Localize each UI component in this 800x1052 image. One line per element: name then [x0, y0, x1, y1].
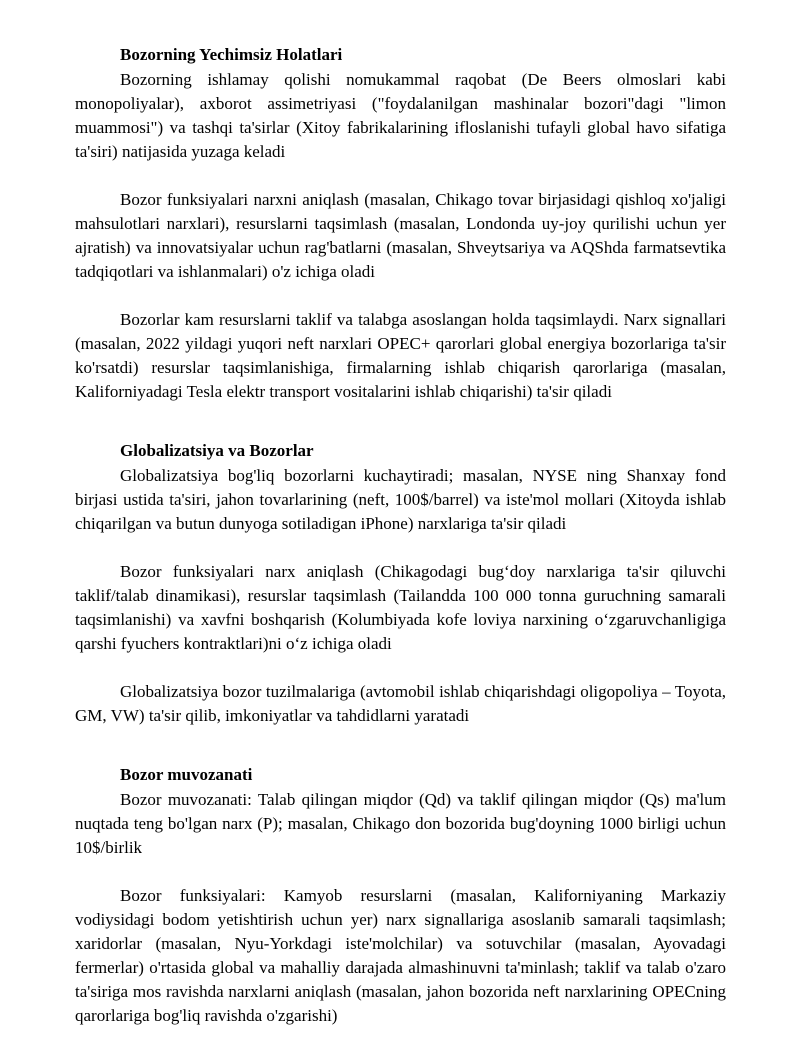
paragraph: Globalizatsiya bozor tuzilmalariga (avtomobil ishlab chiqarishdagi oligopoliya – Toyota, GM, VW) ta'sir qilib, imkoniyatlar va tahdidlarni yaratadi	[75, 682, 726, 725]
paragraph: Bozor funksiyalari: Kamyob resurslarni (masalan, Kaliforniyaning Markaziy vodiysidagi bodom yetishtirish uchun yer) narx signallariga asoslanib samarali taqsimlash; xaridorlar (masalan, Nyu-Yorkdagi iste'molchilar) va sotuvchilar (masalan, Ayovadagi fermerlar) o'rtasida global va mahalliy darajada almashinuvni ta'minlash; taklif va talab o'zaro ta'siriga mos ravishda narxlarni aniqlash (masalan, jahon bozorida neft narxlarining OPECning qarorlariga bog'liq ravishda o'zgarishi)	[75, 886, 726, 1025]
paragraph: Globalizatsiya bog'liq bozorlarni kuchaytiradi; masalan, NYSE ning Shanxay fond birjasi ustida ta'siri, jahon tovarlarining (neft, 100$/barrel) va iste'mol mollari (Xitoyda ishlab chiqarilgan va butun dunyoga sotiladigan iPhone) narxlariga ta'sir qiladi	[75, 466, 726, 533]
section-market-failures	[75, 44, 726, 404]
paragraph: Bozorning ishlamay qolishi nomukammal raqobat (De Beers olmoslari kabi monopoliyalar), axborot assimetriyasi ("foydalanilgan mashinalar bozori"dagi "limon muammosi") va tashqi ta'sirlar (Xitoy fabrikalarining ifloslanishi tufayli global havo sifatiga ta'siri) natijasida yuzaga keladi	[75, 70, 726, 161]
section-heading: Bozorning Yechimsiz Holatlari	[120, 45, 343, 64]
section-spacer	[75, 428, 726, 440]
section-globalization	[75, 440, 726, 728]
document-page	[75, 44, 726, 1052]
paragraph: Bozorlar kam resurslarni taklif va talabga asoslangan holda taqsimlaydi. Narx signallari (masalan, 2022 yildagi yuqori neft narxlari OPEC+ qarorlari global energiya bozorlariga ta'sir ko'rsatdi) resurslar taqsimlanishiga, firmalarning ishlab chiqarish qarorlariga (masalan, Kaliforniyadagi Tesla elektr transport vositalarini ishlab chiqarishi) ta'sir qiladi	[75, 310, 726, 401]
paragraph: Bozor funksiyalari narx aniqlash (Chikagodagi bug‘doy narxlariga ta'sir qiluvchi taklif/talab dinamikasi), resurslar taqsimlash (Tailandda 100 000 tonna guruchning samarali taqsimlanishi) va xavfni boshqarish (Kolumbiyada kofe loviya narxining o‘zgaruvchanligiga qarshi fyuchers kontraktlari)ni o‘z ichiga oladi	[75, 562, 726, 653]
section-heading: Globalizatsiya va Bozorlar	[120, 441, 314, 460]
section-spacer	[75, 752, 726, 764]
section-market-equilibrium	[75, 764, 726, 1028]
section-heading: Bozor muvozanati	[120, 765, 253, 784]
paragraph: Bozor funksiyalari narxni aniqlash (masalan, Chikago tovar birjasidagi qishloq xo'jaligi mahsulotlari narxlari), resurslarni taqsimlash (masalan, Londonda uy-joy qurilishi uchun yer ajratish) va innovatsiyalar uchun rag'batlarni (masalan, Shveytsariya va AQShda farmatsevtika tadqiqotlari va ishlanmalari) o'z ichiga oladi	[75, 190, 726, 281]
paragraph: Bozor muvozanati: Talab qilingan miqdor (Qd) va taklif qilingan miqdor (Qs) ma'lum nuqtada teng bo'lgan narx (P); masalan, Chikago don bozorida bug'doyning 1000 birligi uchun 10$/birlik	[75, 790, 726, 857]
